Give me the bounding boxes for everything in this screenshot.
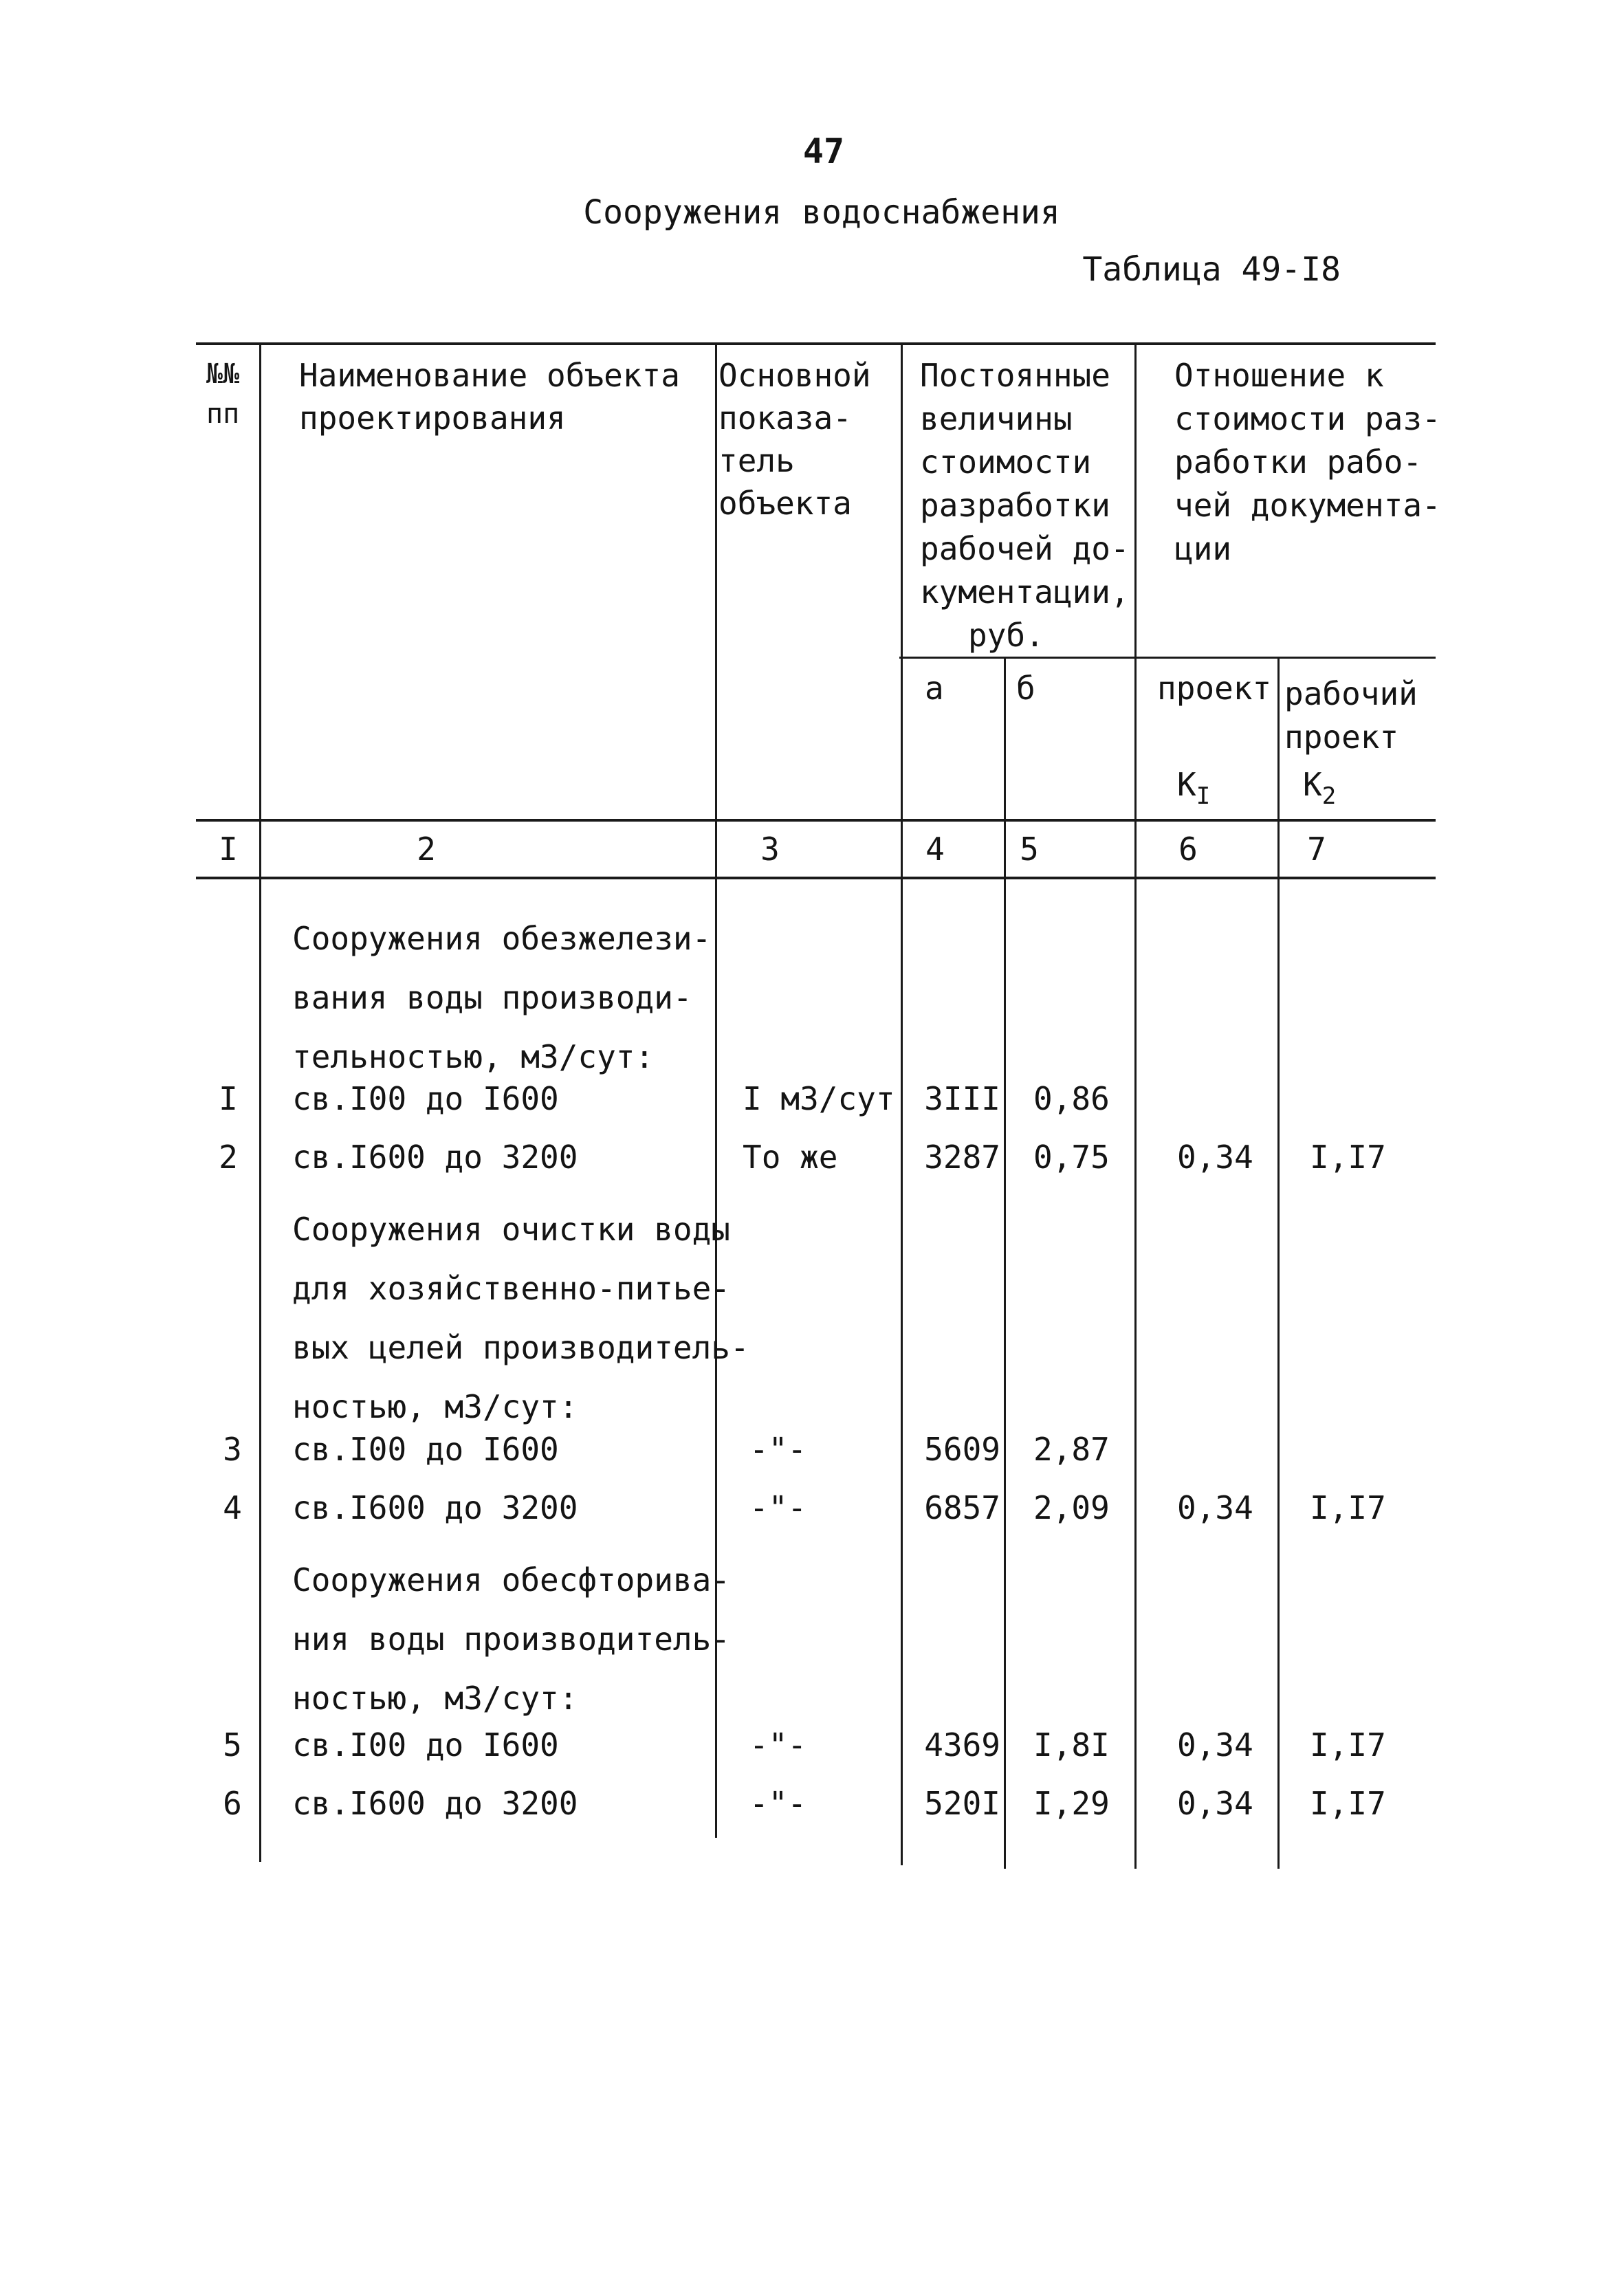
- column-number: 7: [1307, 831, 1326, 868]
- section-title: Сооружения водоснабжения: [583, 193, 1060, 232]
- column-number: 5: [1020, 831, 1039, 868]
- column-number: 3: [760, 831, 780, 868]
- header-cost-ratio-line: Отношение к: [1174, 357, 1384, 394]
- header-indicator-line: показа-: [718, 399, 852, 437]
- row-name: св.I600 до 3200: [292, 1489, 578, 1526]
- group-title-line: Сооружения обесфторива-: [292, 1561, 730, 1599]
- col-divider-3: [901, 342, 903, 1865]
- header-object-name: [299, 354, 680, 439]
- row-name: св.I600 до 3200: [292, 1139, 578, 1176]
- group-title-line: ностью, м3/сут:: [292, 1680, 578, 1717]
- row-k1: 0,34: [1177, 1139, 1253, 1176]
- group-title-line: для хозяйственно-питье-: [292, 1270, 730, 1307]
- header-indicator-line: объекта: [718, 485, 852, 522]
- col-divider-6: [1277, 659, 1280, 1869]
- group-title-line: Сооружения очистки воды: [292, 1211, 730, 1248]
- group-title: [292, 1550, 730, 1728]
- group-title: [292, 909, 711, 1086]
- header-object-name-line: проектирования: [299, 399, 566, 437]
- col-divider-5: [1134, 342, 1137, 1869]
- row-indicator: -"-: [749, 1431, 807, 1468]
- header-indicator-line: тель: [718, 442, 795, 479]
- group-title-line: тельностью, м3/сут:: [292, 1038, 655, 1075]
- header-col-a: а: [925, 670, 944, 707]
- header-constant-costs: [920, 354, 1130, 657]
- row-number: 6: [223, 1785, 242, 1822]
- group-title-line: ния воды производитель-: [292, 1621, 730, 1658]
- group-title-line: вых целей производитель-: [292, 1329, 749, 1366]
- header-working-project: [1284, 672, 1418, 759]
- row-indicator: -"-: [749, 1489, 807, 1526]
- row-k1: 0,34: [1177, 1785, 1253, 1822]
- k2-subscript: 2: [1321, 782, 1337, 810]
- header-object-name-line: Наименование объекта: [299, 357, 680, 394]
- header-project: проект: [1157, 670, 1272, 707]
- row-value-b: 2,87: [1033, 1431, 1110, 1468]
- row-value-a: 5609: [924, 1431, 1000, 1468]
- header-constant-costs-line: руб.: [968, 617, 1044, 654]
- header-cost-ratio-line: работки рабо-: [1174, 443, 1423, 481]
- header-cost-ratio-line: ции: [1174, 530, 1232, 567]
- header-bottom-rule: [196, 819, 1436, 822]
- row-name: св.I00 до I600: [292, 1726, 559, 1764]
- row-value-b: I,29: [1033, 1785, 1110, 1822]
- column-number: 2: [417, 831, 436, 868]
- row-number: I: [219, 1080, 238, 1117]
- row-indicator: I м3/сут: [743, 1080, 895, 1117]
- header-cost-ratio-line: стоимости раз-: [1174, 400, 1441, 437]
- header-constant-costs-line: величины: [920, 400, 1073, 437]
- table-label: Таблица 49-I8: [1082, 250, 1341, 289]
- k1-subscript: I: [1196, 782, 1211, 810]
- row-indicator: -"-: [749, 1726, 807, 1764]
- row-name: св.I600 до 3200: [292, 1785, 578, 1822]
- row-name: св.I00 до I600: [292, 1431, 559, 1468]
- header-col-b: б: [1016, 670, 1035, 707]
- header-constant-costs-line: разработки: [920, 487, 1110, 524]
- group-title-line: ностью, м3/сут:: [292, 1388, 578, 1425]
- row-value-a: 4369: [924, 1726, 1000, 1764]
- k2-letter: К: [1303, 766, 1322, 803]
- k1-letter: К: [1177, 766, 1196, 803]
- row-k2: I,I7: [1310, 1489, 1386, 1526]
- row-number: 4: [223, 1489, 242, 1526]
- header-indicator-line: Основной: [718, 357, 871, 394]
- header-constant-costs-line: стоимости: [920, 443, 1092, 481]
- row-value-a: 3III: [924, 1080, 1000, 1117]
- header-constant-costs-line: Постоянные: [920, 357, 1110, 394]
- header-indicator: [718, 354, 871, 525]
- column-number: I: [219, 831, 238, 868]
- header-k2: [1303, 766, 1337, 810]
- table-top-rule: [196, 342, 1436, 345]
- row-k2: I,I7: [1310, 1139, 1386, 1176]
- group-title-line: вания воды производи-: [292, 979, 692, 1016]
- header-number: [206, 354, 239, 434]
- col-divider-1: [259, 342, 261, 1862]
- column-number: 4: [925, 831, 945, 868]
- row-value-b: 0,86: [1033, 1080, 1110, 1117]
- row-k2: I,I7: [1310, 1785, 1386, 1822]
- row-value-b: 0,75: [1033, 1139, 1110, 1176]
- row-name: св.I00 до I600: [292, 1080, 559, 1117]
- header-k1: [1177, 766, 1211, 810]
- column-numbers-rule: [196, 877, 1436, 879]
- row-number: 2: [219, 1139, 238, 1176]
- row-indicator: -"-: [749, 1785, 807, 1822]
- header-cost-ratio: [1174, 354, 1441, 571]
- col-divider-4: [1004, 659, 1006, 1869]
- row-number: 3: [223, 1431, 242, 1468]
- row-value-b: 2,09: [1033, 1489, 1110, 1526]
- header-constant-costs-line: кументации,: [920, 573, 1130, 611]
- column-number: 6: [1178, 831, 1198, 868]
- row-k1: 0,34: [1177, 1489, 1253, 1526]
- header-constant-costs-line: рабочей до-: [920, 530, 1130, 567]
- row-k1: 0,34: [1177, 1726, 1253, 1764]
- row-indicator: То же: [743, 1139, 838, 1176]
- group-title-line: Сооружения обезжелези-: [292, 920, 712, 957]
- row-value-a: 6857: [924, 1489, 1000, 1526]
- header-number-line: №№: [206, 358, 240, 390]
- header-cost-ratio-line: чей документа-: [1174, 487, 1441, 524]
- header-number-line: пп: [206, 398, 240, 430]
- row-value-b: I,8I: [1033, 1726, 1110, 1764]
- row-k2: I,I7: [1310, 1726, 1386, 1764]
- header-working-project-line: проект: [1284, 718, 1399, 756]
- row-value-a: 520I: [924, 1785, 1000, 1822]
- row-number: 5: [223, 1726, 242, 1764]
- row-value-a: 3287: [924, 1139, 1000, 1176]
- page-number: 47: [802, 131, 845, 171]
- group-title: [292, 1200, 749, 1436]
- header-working-project-line: рабочий: [1284, 675, 1418, 712]
